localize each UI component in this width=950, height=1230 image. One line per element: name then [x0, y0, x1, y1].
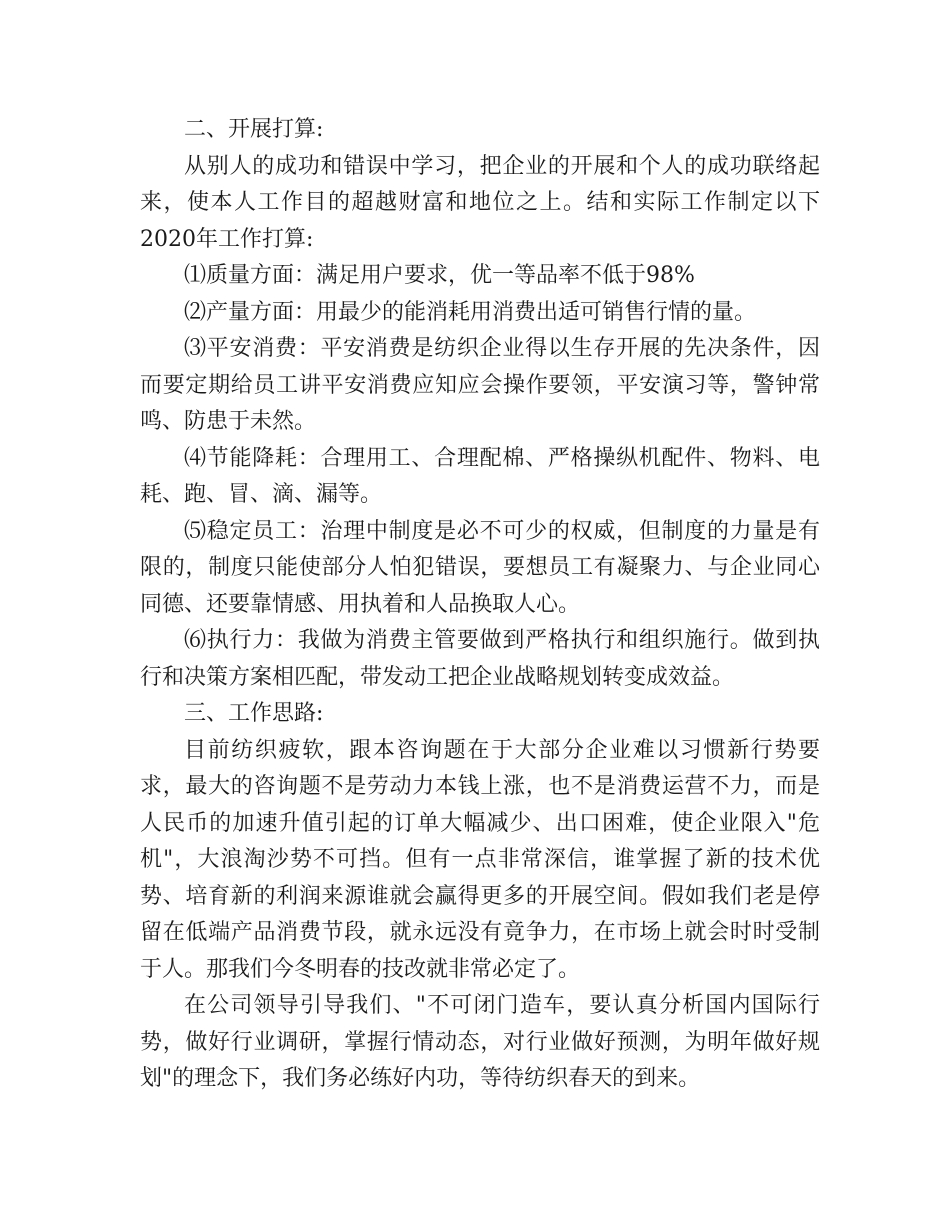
document-body [140, 112, 820, 1098]
paragraph-safety: ⑶平安消费：平安消费是纺织企业得以生存开展的先决条件，因而要定期给员工讲平安消费应知应会操作要领，平安演习等，警钟常鸣、防患于未然。 [140, 336, 820, 434]
section-heading-approach: 三、工作思路: [184, 701, 324, 726]
paragraph-current-situation: 目前纺织疲软，跟本咨询题在于大部分企业难以习惯新行势要求，最大的咨询题不是劳动力本钱上涨，也不是消费运营不力，而是人民币的加速升值引起的订单大幅减少、出口困难，使企业限入"危机"，大浪淘沙势不可挡。但有一点非常深信，谁掌握了新的技术优势、培育新的利润来源谁就会赢得更多的开展空间。假如我们老是停留在低端产品消费节段，就永远没有竟争力，在市场上就会时时受制于人。那我们今冬明春的技改就非常必定了。 [140, 737, 820, 982]
paragraph-quality: ⑴质量方面：满足用户要求，优一等品率不低于98% [184, 263, 695, 288]
paragraph-energy-saving: ⑷节能降耗：合理用工、合理配棉、严格操纵机配件、物料、电耗、跑、冒、滴、漏等。 [140, 445, 820, 507]
paragraph-leadership-guidance: 在公司领导引导我们、"不可闭门造车，要认真分析国内国际行势，做好行业调研，掌握行情动态，对行业做好预测，为明年做好规划"的理念下，我们务必练好内功，等待纺织春天的到来。 [140, 993, 820, 1091]
paragraph-staff-stability: ⑸稳定员工：治理中制度是必不可少的权威，但制度的力量是有限的，制度只能使部分人怕犯错误，要想员工有凝聚力、与企业同心同德、还要靠情感、用执着和人品换取人心。 [140, 518, 820, 617]
paragraph-execution: ⑹执行力：我做为消费主管要做到严格执行和组织施行。做到执行和决策方案相匹配，带发动工把企业战略规划转变成效益。 [140, 628, 820, 690]
paragraph-output: ⑵产量方面：用最少的能消耗用消费出适可销售行情的量。 [184, 299, 757, 325]
section-heading-plan: 二、开展打算: [184, 117, 324, 142]
paragraph-intro: 从别人的成功和错误中学习，把企业的开展和个人的成功联络起来，使本人工作目的超越财富和地位之上。结和实际工作制定以下2020年工作打算: [140, 153, 820, 252]
